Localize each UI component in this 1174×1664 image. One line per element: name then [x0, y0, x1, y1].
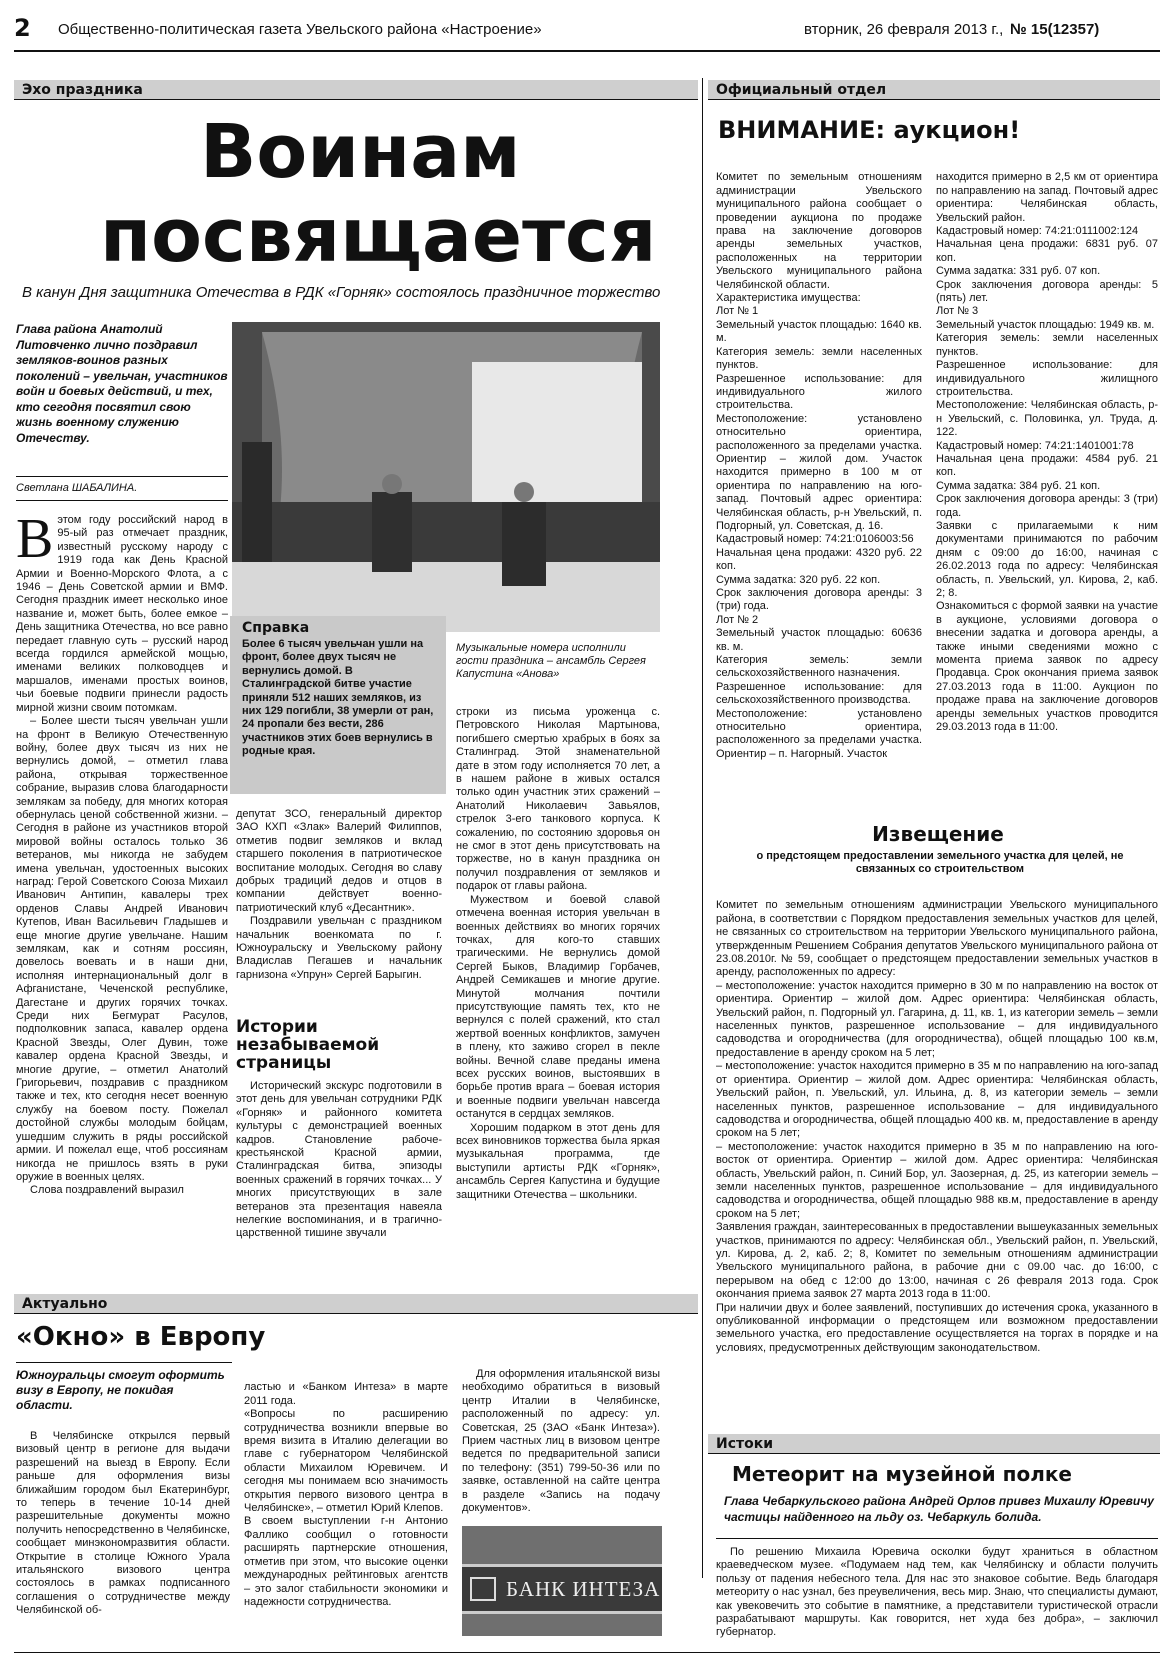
meteorite-lead: Глава Чебаркульского района Андрей Орлов привез Михаилу Юревичу частицы найденного на льду оз. Чебаркуль болида. — [724, 1494, 1154, 1524]
auction-column-2 — [936, 158, 1158, 816]
paragraph: По решению Михаила Юревича осколки будут храниться в областном краеведческом музее. «Подумаем над тем, как Челябинску и области получить пользу от падения небесного тела. Для нас это знаковое событие. Ведь благодаря метеориту о нас узнал, без преувеличения, весь мир. Знаю, что специалисты думают, как увековечить это событие в памятнике, а представители туристической отрасли разрабатывают маршруты. Как говорится, нет худа без добра», – заключил губернатор. — [716, 1546, 1158, 1639]
europe-column-3 — [462, 1368, 660, 1518]
subhead: Истории незабываемой страницы — [236, 1018, 380, 1073]
issue-date: вторник, 26 февраля 2013 г., — [804, 21, 1004, 38]
reference-title: Справка — [242, 620, 310, 636]
paragraph: этом году российский народ в 95-ый раз отмечает праздник, известный русскому народу с 1919 года как День Красной Армии и Военно-Морского Флота, а с 1946 – День Советской армии и ВМФ. Сегодня праздник имеет несколько иное название и, может быть, более емкое – День защитника Отечества, но все равно передает главную суть – русский народ всегда гордился армейской мощью, именами великих полководцев и маршалов, именами простых воинов, чьи боевые подвиги принесли радость мирной жизни своим потомкам. — [16, 514, 228, 714]
author-name: Светлана ШАБАЛИНА. — [16, 482, 138, 494]
paragraph: Поздравили увельчан с праздником начальник военкомата по г. Южноуральску и Увельскому району Владислав Пегашев и начальник гарнизона «Упрун» Сергей Барыгин. — [236, 915, 442, 981]
article-column-3 — [456, 706, 660, 1266]
paragraph: Хорошим подарком в этот день для всех виновников торжества была яркая музыкальная программа, где выступили артисты РДК «Горняк», ансамбль Сергея Капустина и будущие защитники Отечества – школьники. — [456, 1121, 660, 1201]
meteorite-text — [716, 1546, 1158, 1650]
europe-column-1 — [16, 1430, 230, 1650]
section-bar-actual — [14, 1294, 698, 1314]
bottom-rule — [14, 1652, 1160, 1653]
section-bar-official — [708, 80, 1160, 100]
reference-text: Более 6 тысяч увельчан ушли на фронт, более двух тысяч не вернулись домой. В Сталинградской битве участие приняли 512 наших земляков, из них 129 погибли, 38 умерли от ран, 24 пропали без вести, 286 участников этих боев вернулись в родные края. — [242, 638, 434, 758]
paragraph: ластью и «Банком Интеза» в марте 2011 года. «Вопросы по расширению сотрудничества возникли впервые во время визита в Италию делегации во главе с губернатором Челябинской области Михаилом Юревичем. И сегодня мы понимаем всю значимость открытия первого визового центра в Челябинске», – отметил Юрий Клепов. В своем выступлении г-н Антонио Фаллико сообщил о готовности расширять партнерские отношения, отметив при этом, что высокие оценки международных рейтинговых агентств – это залог стабильности экономики и надежности сотрудничества. — [244, 1381, 448, 1608]
paragraph: В Челябинске открылся первый визовый центр в регионе для выдачи разрешений на выезд в Европу. Если раньше для оформления визы ближайшим городом был Екатеринбург, то теперь в течение 10-14 дней разрешительные документы можно получить непосредственно в Челябинске, сообщает минэкономразвития области. Открытие в столице Южного Урала итальянского визового центра состоялось в рамках подписанного соглашения о сотрудничестве между Челябинской об- — [16, 1430, 230, 1617]
europe-lead: Южноуральцы смогут оформить визу в Европу, не покидая области. — [16, 1368, 225, 1412]
article-lead: Глава района Анатолий Литовченко лично поздравил земляков-воинов разных поколений – увельчан, участников войн и боевых действий, и тех, кто сегодня посвятил свою жизнь военному служению Отечеству. — [16, 322, 228, 445]
auction-text-1: Комитет по земельным отношениям администрации Увельского муниципального района сообщает о проведении аукциона по продаже права на заключение договоров аренды земельных участков, расположенных на территории Увельского муниципального района Челябинской области. Характеристика имущества: Лот № 1 Земельный участок площадью: 1640 кв. м. Категория земель: земли населенных пунктов. Разрешенное использование: для индивидуального жилого строительства. Местоположение: установлено относительно ориентира, расположенного за пределами участка. Ориентир – жилой дом. Участок находится примерно в 100 м от ориентира по направлению на юго-запад. Почтовый адрес ориентира: Челябинская область, р-н Увельский, п. Подгорный, ул. Советская, д. 16. Кадастровый номер: 74:21:0106003:56 Начальная цена продажи: 4320 руб. 22 коп. Сумма задатка: 320 руб. 22 коп. Срок заключения договора аренды: 3 (три) года. Лот № 2 Земельный участок площадью: 60636 кв. м. Категория земель: земли сельскохозяйственного назначения. Разрешенное использование: для сельскохозяйственного производства. Местоположение: установлено относительно ориентира, расположенного за пределами участка. Ориентир – п. Нагорный. Участок — [716, 171, 922, 760]
paper-title: Общественно-политическая газета Увельского района «Настроение» — [58, 21, 542, 38]
auction-text-2: находится примерно в 2,5 км от ориентира по направлению на запад. Почтовый адрес ориентира: Челябинская область, Увельский район. Кадастровый номер: 74:21:0111002:124 Начальная цена продажи: 6831 руб. 07 коп. Сумма задатка: 331 руб. 07 коп. Срок заключения договора аренды: 5 (пять) лет. Лот № 3 Земельный участок площадью: 1949 кв. м. Категория земель: земли населенных пунктов. Разрешенное использование: для индивидуального жилищного строительства. Местоположение: Челябинская область, р-н Увельский, с. Половинка, ул. Труда, д. 122. Кадастровый номер: 74:21:1401001:78 Начальная цена продажи: 4584 руб. 21 коп. Сумма задатка: 384 руб. 21 коп. Срок заключения договора аренды: 3 (три) года. Заявки с прилагаемыми к ним документами принимаются по рабочим дням с 09:00 до 16:00, начиная с 26.02.2013 года по адресу: Челябинская область, п. Увельский, ул. Кирова, 2, каб. 2; 8. Ознакомиться с формой заявки на участие в аукционе, условиями договора о внесении задатка и договора аренды, а также иными сведениями можно с момента приема заявок по адресу Продавца. Срок окончания приема заявок 27.03.2013 года в 11:00. Аукцион по продаже права на заключение договоров аренды земельных участков проводится 29.03.2013 года в 11:00. — [936, 171, 1158, 734]
notice-text — [716, 886, 1158, 1426]
auction-title: ВНИМАНИЕ: аукцион! — [718, 116, 1021, 144]
auction-column-1 — [716, 158, 922, 816]
event-photo — [232, 322, 660, 632]
meteorite-rule — [716, 1538, 1158, 1539]
article-column-2b — [236, 1080, 442, 1266]
paragraph: Мужеством и боевой славой отмечена военная история увельчан в военных действиях во многих горячих точках, для кого-то ставших трагическими. Не вернулись домой Сергей Быков, Владимир Горбачев, Андрей Семикашев и многие другие. Минутой молчания почтили присутствующие память тех, кто не вернулся с полей сражений, кто стал жертвой военных конфликтов, замучен в плену, кто заживо сгорел в пекле войны. Вечной славе преданы имена всех русских воинов, выстоявших в борьбе против врага – боевая история и военные подвиги увельчан навсегда останутся в сердцах земляков. — [456, 893, 660, 1121]
paragraph: строки из письма уроженца с. Петровского Николая Мартынова, погибшего смертью храбрых в боях за Сталинград. Этой знаменательной дате в этом году исполняется 70 лет, а в нашем районе в живых остался только один участник этих сражений – Анатолий Николаевич Завьялов, стрелок 3-его танкового корпуса. К сожалению, по состоянию здоровья он не смог в этот день присутствовать на торжестве, но в канун праздника он получил поздравления от земляков и подарок от главы района. — [456, 706, 660, 893]
drop-cap: В — [16, 514, 54, 570]
meteorite-title: Метеорит на музейной полке — [732, 1462, 1072, 1486]
article-subtitle: В канун Дня защитника Отечества в РДК «Горняк» состоялось праздничное торжество — [22, 284, 661, 301]
section-bar-echo — [14, 80, 698, 100]
bank-photo — [462, 1526, 662, 1636]
paragraph: Для оформления итальянской визы необходимо обратиться в визовый центр Италии в Челябинске, расположенный по адресу: ул. Советская, 25 (ЗАО «Банк Интеза»). Прием частных лиц в визовом центре ведется по предварительной записи по телефону: (351) 799-50-36 или по заявке, оставленной на сайте центра в разделе «Запись на подачу документов». — [462, 1368, 660, 1515]
page-number: 2 — [14, 18, 31, 42]
notice-body: Комитет по земельным отношениям администрации Увельского муниципального района, в соответствии с Порядком предоставления земельных участков для целей, не связанных со строительством на территории Увельского муниципального района, утвержденным Решением Собрания депутатов Увельского муниципального района от 23.08.2010г. № 59, сообщает о предстоящем предоставлении земельных участков в аренду, расположенных по адресу: – местоположение: участок находится примерно в 30 м по направлению на восток от ориентира. Ориентир – жилой дом. Адрес ориентира: Челябинская область, Увельский район, п. Подгорный ул. Гагарина, д. 11, кв. 1, из категории земель – земли населенных пунктов, разрешенное использование – для индивидуального садоводства и огородничества (для огородничества), общей площадью 100 кв.м, предоставление в аренду сроком на 5 лет; – местоположение: участок находится примерно в 35 м по направлению на юго-запад от ориентира. Ориентир – жилой дом. Адрес ориентира: Челябинская область, Увельский район, п. Увельский, ул. Ильина, д. 8, из категории земель – земли населенных пунктов, разрешенное использование – для индивидуального садоводства и огородничества, общей площадью 400 кв. м, предоставление в аренду сроком на 5 лет; – местоположение: участок находится примерно в 35 м по направлению на юго-восток от ориентира. Ориентир – жилой дом. Адрес ориентира: Челябинская область, Увельский район, п. Синий Бор, ул. Заозерная, д. 25, из категории земель – земли населенных пунктов, разрешенное использование – для индивидуального садоводства и огородничества, общей площадью 988 кв.м, предоставление в аренду сроком на 5 лет; Заявления граждан, заинтересованных в предоставлении вышеуказанных земельных участков, принимаются по адресу: Челябинская обл., Увельский район, п. Увельский, ул. Кирова, д. 2, каб. 2; 8, Комитет по земельным отношениям администрации Увельского муниципального района, в рабочие дни с 09.00 час. до 16:00, с перерывом на обед с 12:00 до 13:00, начиная с 26 февраля 2013 года. Срок окончания приема заявок 27 марта 2013 года в 11:00. При наличии двух и более заявлений, поступивших до истечения срока, указанного в опубликованной информации о предстоящем или возможном предоставлении земельного участка, его предоставление осуществляется на торгах в порядке и на условиях, предусмотренных действующим законодательством. — [716, 899, 1158, 1354]
lead-rule — [16, 476, 228, 477]
article-column-2 — [236, 808, 442, 1014]
issue-number: № 15(12357) — [1010, 21, 1100, 38]
article-column-1 — [16, 514, 228, 1266]
section-label: Актуально — [22, 1296, 108, 1312]
title-line-1: Воинам — [200, 110, 521, 195]
title-line-2: посвящается — [100, 193, 657, 279]
europe-title: «Окно» в Европу — [16, 1322, 266, 1352]
column-divider — [702, 78, 703, 1578]
article-title — [100, 110, 700, 280]
bank-sign-text: БАНК ИНТЕЗА — [506, 1577, 661, 1601]
bank-sign-board — [462, 1564, 662, 1614]
section-label: Официальный отдел — [716, 82, 887, 98]
paragraph: депутат ЗСО, генеральный директор ЗАО КХП «Злак» Валерий Филиппов, отметив подвиг земляков и вклад старшего поколения в патриотическое воспитание молодых. Сегодня во славу добрых традиций дедов и отцов в компании действует военно-патриотический клуб «Десантник». — [236, 808, 442, 914]
photo-caption: Музыкальные номера исполнили гости праздника – ансамбль Сергея Капустина «Анова» — [456, 642, 646, 680]
europe-column-2 — [244, 1368, 448, 1650]
paragraph: Слова поздравлений выразил — [30, 1184, 184, 1197]
paragraph: Исторический экскурс подготовили в этот день для увельчан сотрудники РДК «Горняк» и районного комитета культуры с демонстрацией военных кадров. Становление рабоче-крестьянской Красной армии, Сталинградская битва, эпизоды военных сражений в горячих точках... У многих присутствующих в зале ветеранов эта презентация навеяла нелегкие воспоминания, и в трагично-царственной тишине звучали — [236, 1080, 442, 1240]
page-header — [14, 18, 1164, 46]
bank-logo-icon — [470, 1577, 496, 1601]
notice-subtitle: о предстоящем предоставлении земельного участка для целей, не связанных со строительством — [756, 850, 1124, 875]
stage-photo-graphic — [232, 322, 660, 632]
notice-title: Извещение — [872, 822, 1004, 846]
section-bar-origins — [708, 1434, 1160, 1454]
europe-title-rule — [16, 1362, 232, 1363]
section-label: Истоки — [716, 1436, 774, 1452]
author-rule — [16, 500, 228, 501]
reference-box — [230, 616, 446, 794]
paragraph: – Более шести тысяч увельчан ушли на фронт в Великую Отечественную войну, более двух тысяч из них не вернулись домой, – отметил глава района, открывая торжественное собрание, выразив слова благодарности землякам за победу, для многих которая обернулась ценой собственной жизни. – Сегодня в районе из участников второй мировой войны осталось только 36 ветеранов, мы никогда не забудем имена увельчан, удостоенных высоких наград: Герой Советского Союза Михаил Иванович Антипин, кавалеры трех орденов Славы Андрей Иванович Кутепов, Иван Васильевич Гладышев и еще многие другие увельчане. Нашим землякам, как и сотням россиян, довелось воевать и в наши дни, исполняя интернациональный долг в Афганистане, Чеченской республике, Дагестане и других горячих точках. Среди них Бегмурат Расулов, подполковник запаса, кавалер ордена Красной Звезды, Олег Дувин, тоже кавалер ордена Красной Звезды, и многие другие, – отметил Анатолий Григорьевич, поздравив с праздником также и тех, кто сегодня несет военную службу на боевом посту. Пожелал достойной службы молодым бойцам, ушедшим служить в ряды российской армии. И пожелал еще, чтоб россиянам никогда не пришлось взять в руки оружие в военных целях. — [16, 715, 228, 1183]
header-rule — [14, 50, 1160, 52]
section-label: Эхо праздника — [22, 82, 143, 98]
